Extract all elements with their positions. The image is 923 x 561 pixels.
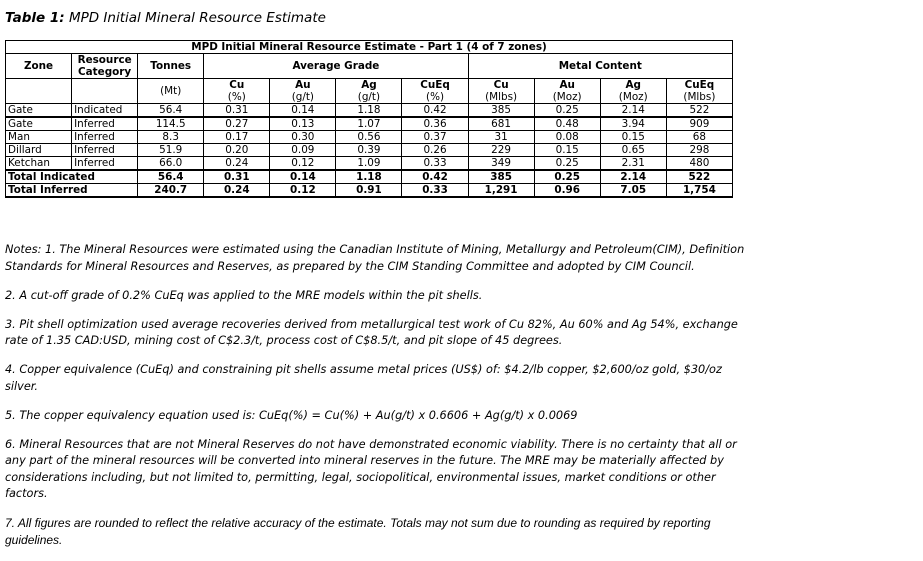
cell-au-gt: 0.12 (270, 184, 336, 198)
cell-cueq-pct: 0.26 (402, 144, 468, 157)
header-tonnes: Tonnes (138, 54, 204, 79)
cell-au-gt: 0.14 (270, 170, 336, 184)
cell-cu-pct: 0.31 (204, 104, 270, 118)
cell-tonnes: 114.5 (138, 117, 204, 131)
header-tonnes-unit: (Mt) (138, 79, 204, 104)
cell-tonnes: 66.0 (138, 157, 204, 171)
cell-zone: Dillard (6, 144, 72, 157)
cell-tonnes: 8.3 (138, 131, 204, 144)
caption-title: MPD Initial Mineral Resource Estimate (64, 10, 326, 26)
notes-section (5, 242, 745, 561)
cell-ag-moz: 2.31 (600, 157, 666, 171)
cell-au-moz: 0.15 (534, 144, 600, 157)
cell-au-gt: 0.12 (270, 157, 336, 171)
header-ag-moz: Ag (Moz) (600, 79, 666, 104)
cell-total-label: Total Inferred (6, 184, 138, 198)
header-blank (72, 79, 138, 104)
cell-zone: Gate (6, 117, 72, 131)
header-zone: Zone (6, 54, 72, 79)
header-average-grade: Average Grade (204, 54, 468, 79)
note-5: 5. The copper equivalency equation used is: CuEq(%) = Cu(%) + Au(g/t) x 0.6606 + Ag(g/t) x 0.0069 (5, 408, 578, 422)
cell-cueq-mlbs: 522 (666, 104, 732, 118)
cell-ag-gt: 1.09 (336, 157, 402, 171)
header-ag-gt: Ag (g/t) (336, 79, 402, 104)
table-row (6, 131, 733, 144)
cell-ag-moz: 7.05 (600, 184, 666, 198)
cell-cu-mlbs: 385 (468, 104, 534, 118)
header-cu-mlbs: Cu (Mlbs) (468, 79, 534, 104)
cell-cu-mlbs: 229 (468, 144, 534, 157)
cell-cu-pct: 0.31 (204, 170, 270, 184)
cell-ag-gt: 1.07 (336, 117, 402, 131)
header-cueq-mlbs: CuEq (Mlbs) (666, 79, 732, 104)
cell-cu-mlbs: 385 (468, 170, 534, 184)
cell-cu-pct: 0.24 (204, 184, 270, 198)
cell-cueq-mlbs: 68 (666, 131, 732, 144)
cell-cueq-pct: 0.36 (402, 117, 468, 131)
cell-cu-pct: 0.27 (204, 117, 270, 131)
cell-category: Inferred (72, 157, 138, 171)
cell-category: Inferred (72, 144, 138, 157)
note-1: Notes: 1. The Mineral Resources were estimated using the Canadian Institute of Mining, Metallurgy and Petroleum(CIM), Definition Standards for Mineral Resources and Reserves, as prepared by the CIM Standing Committee and adopted by CIM Council. (5, 243, 745, 273)
cell-category: Indicated (72, 104, 138, 118)
cell-category: Inferred (72, 117, 138, 131)
cell-cueq-pct: 0.42 (402, 104, 468, 118)
table-row (6, 104, 733, 118)
cell-total-label: Total Indicated (6, 170, 138, 184)
cell-cu-mlbs: 1,291 (468, 184, 534, 198)
cell-cu-mlbs: 31 (468, 131, 534, 144)
cell-au-moz: 0.25 (534, 157, 600, 171)
cell-tonnes: 51.9 (138, 144, 204, 157)
table-caption (5, 10, 326, 26)
cell-cueq-pct: 0.37 (402, 131, 468, 144)
cell-au-gt: 0.13 (270, 117, 336, 131)
cell-cu-mlbs: 349 (468, 157, 534, 171)
note-7: 7. All figures are rounded to reflect the relative accuracy of the estimate. Totals may not sum due to rounding as required by reporting guidelines. (5, 516, 711, 547)
note-3: 3. Pit shell optimization used average recoveries derived from metallurgical test work of Cu 82%, Au 60% and Ag 54%, exchange rate of 1.35 CAD:USD, mining cost of C$2.3/t, process cost of C$8.5/t, and pit slope of 45 degrees. (5, 317, 738, 347)
table-title: MPD Initial Mineral Resource Estimate - Part 1 (4 of 7 zones) (6, 41, 733, 54)
cell-zone: Ketchan (6, 157, 72, 171)
cell-au-gt: 0.09 (270, 144, 336, 157)
table-row (6, 117, 733, 131)
cell-ag-moz: 0.65 (600, 144, 666, 157)
cell-au-gt: 0.30 (270, 131, 336, 144)
cell-cueq-mlbs: 909 (666, 117, 732, 131)
header-au-gt: Au (g/t) (270, 79, 336, 104)
cell-cueq-pct: 0.42 (402, 170, 468, 184)
header-cueq-pct: CuEq (%) (402, 79, 468, 104)
cell-ag-gt: 1.18 (336, 104, 402, 118)
cell-cueq-pct: 0.33 (402, 184, 468, 198)
caption-label: Table 1: (5, 10, 65, 26)
header-row-2 (6, 79, 733, 104)
cell-cu-pct: 0.24 (204, 157, 270, 171)
cell-cu-mlbs: 681 (468, 117, 534, 131)
table-row (6, 144, 733, 157)
cell-cueq-mlbs: 298 (666, 144, 732, 157)
cell-tonnes: 56.4 (138, 170, 204, 184)
cell-ag-moz: 0.15 (600, 131, 666, 144)
cell-cueq-pct: 0.33 (402, 157, 468, 171)
note-2: 2. A cut-off grade of 0.2% CuEq was applied to the MRE models within the pit shells. (5, 288, 483, 302)
cell-au-gt: 0.14 (270, 104, 336, 118)
cell-cueq-mlbs: 1,754 (666, 184, 732, 198)
cell-ag-gt: 0.56 (336, 131, 402, 144)
header-au-moz: Au (Moz) (534, 79, 600, 104)
table-title-row (6, 41, 733, 54)
table-row (6, 157, 733, 171)
cell-zone: Man (6, 131, 72, 144)
cell-tonnes: 240.7 (138, 184, 204, 198)
cell-tonnes: 56.4 (138, 104, 204, 118)
header-blank (6, 79, 72, 104)
cell-cueq-mlbs: 522 (666, 170, 732, 184)
cell-au-moz: 0.25 (534, 104, 600, 118)
cell-au-moz: 0.48 (534, 117, 600, 131)
note-4: 4. Copper equivalence (CuEq) and constraining pit shells assume metal prices (US$) of: $4.2/lb copper, $2,600/oz gold, $30/oz silver. (5, 363, 722, 393)
cell-ag-moz: 2.14 (600, 104, 666, 118)
cell-category: Inferred (72, 131, 138, 144)
cell-ag-moz: 3.94 (600, 117, 666, 131)
cell-cueq-mlbs: 480 (666, 157, 732, 171)
cell-zone: Gate (6, 104, 72, 118)
cell-ag-gt: 0.39 (336, 144, 402, 157)
cell-ag-gt: 0.91 (336, 184, 402, 198)
header-metal-content: Metal Content (468, 54, 732, 79)
cell-au-moz: 0.96 (534, 184, 600, 198)
total-row (6, 184, 733, 198)
cell-cu-pct: 0.17 (204, 131, 270, 144)
note-6: 6. Mineral Resources that are not Mineral Reserves do not have demonstrated economic viability. There is no certainty that all or any part of the mineral resources will be converted into mineral reserves in the future. The MRE may be materially affected by considerations including, but not limited to, permitting, legal, sociopolitical, environmental issues, market conditions or other factors. (5, 437, 737, 500)
header-cu-pct: Cu (%) (204, 79, 270, 104)
cell-au-moz: 0.08 (534, 131, 600, 144)
cell-ag-gt: 1.18 (336, 170, 402, 184)
cell-cu-pct: 0.20 (204, 144, 270, 157)
header-resource-category: Resource Category (72, 54, 138, 79)
cell-au-moz: 0.25 (534, 170, 600, 184)
total-row (6, 170, 733, 184)
header-row-1 (6, 54, 733, 79)
cell-ag-moz: 2.14 (600, 170, 666, 184)
resource-estimate-table (5, 40, 733, 198)
